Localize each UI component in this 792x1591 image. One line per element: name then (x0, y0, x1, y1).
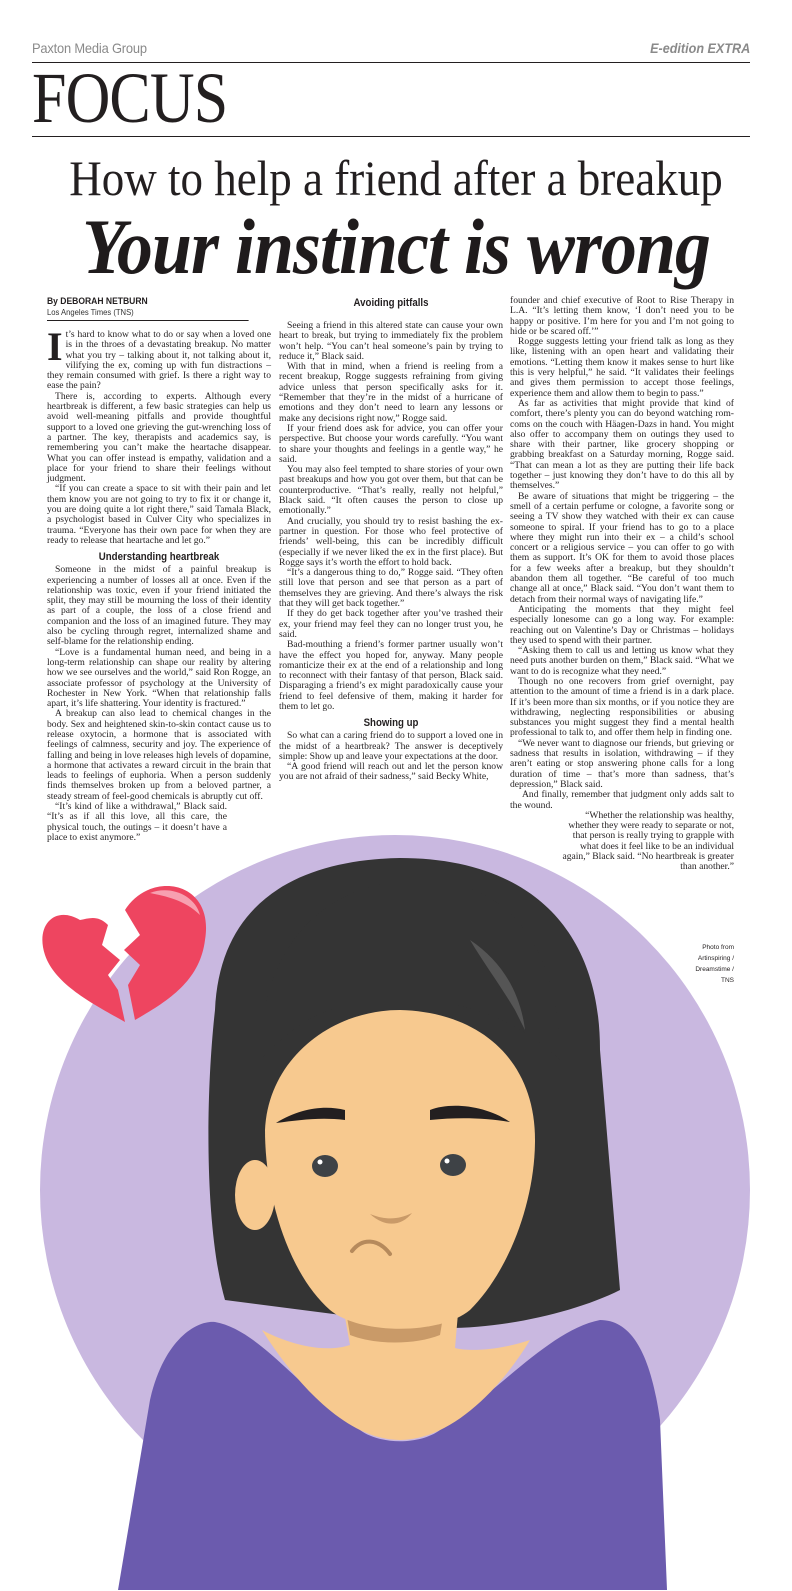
subhead-understanding-heartbreak: Understanding heartbreak (98, 551, 220, 564)
paragraph: “Whether the relationship was healthy, whether they were ready to separate or not, that person is really trying to grapple with what does it feel like to be an individual again,” Black said. “No heartbreak is greater than another.” (562, 809, 734, 873)
section-title: FOCUS (32, 58, 228, 138)
paragraph: There is, according to experts. Although every heartbreak is different, a few basic strategies can help us avoid well-meaning pitfalls and provide thoughtful support to a loved one grieving the gut-wrenching loss of a partner. The key, therapists and academics say, is remembering you can’t make the heartache disappear. What you can offer instead is empathy, validation and a place for your friend to share their feelings without judgment. (47, 390, 271, 485)
paragraph: “A good friend will reach out and let the person know you are not afraid of their sadness,” said Becky White, (279, 761, 503, 783)
main-headline: Your instinct is wrong (82, 203, 710, 290)
paragraph: founder and chief executive of Root to Rise Therapy in L.A. “It’s letting them know, ‘I don’t need you to be happy or positive. I’m here for you and I’m not going to hide or be scared off.’” (510, 295, 734, 337)
subhead-showing-up: Showing up (363, 717, 419, 730)
paragraph: “We never want to diagnose our friends, but grieving or sadness that results in isolation, withdrawing – if they aren’t eating or stop answering phone calls for a long duration of time – that’s more than sadness, that’s depression,” Black said. (510, 737, 734, 790)
photo-credit: Photo from Artinspiring / Dreamstime / TNS (695, 944, 734, 984)
paragraph: A breakup can also lead to chemical changes in the body. Sex and heightened skin-to-skin contact cause us to release oxytocin, a hormone that is associated with feelings of calmness, security and joy. The experience of falling and being in love releases high levels of dopamine, a hormone that activates a reward circuit in the brain that leads to feelings of euphoria. When a person suddenly finds themselves broken up from a beloved partner, a steady stream of feel-good chemicals is abruptly cut off. (47, 708, 271, 802)
drop-cap: I (47, 324, 63, 369)
paragraph: Anticipating the moments that they might feel especially lonesome can go a long way. For example: reaching out on Valentine’s Day or Christmas – holidays they used to spend with their partner. (510, 603, 734, 646)
paragraph: And finally, remember that judgment only adds salt to the wound. (510, 789, 734, 811)
article-column-3 (510, 296, 734, 873)
paragraph: “It’s a dangerous thing to do,” Rogge said. “They often still love that person and see that person as a part of themselves they are grieving. And there’s always the risk that they will get back together.” (279, 567, 503, 610)
edition-label: E-edition EXTRA (649, 40, 750, 56)
article-column-2 (279, 296, 503, 783)
paragraph: “Love is a fundamental human need, and being in a long-term relationship can shape our reality by altering how we see ourselves and the world,” said Ron Rogge, an associate professor of psychology at the University of Rochester in New York. “When that relationship falls apart, it’s life shattering. Your identity is fractured.” (47, 646, 271, 710)
kicker-headline: How to help a friend after a breakup (69, 150, 723, 206)
paragraph: If they do get back together after you’ve trashed their ex, your friend may feel they can no longer trust you, he said. (279, 608, 503, 640)
paragraph: “If you can create a space to sit with their pain and let them know you are not going to try to fix it or change it, you are doing quite a lot right there,” said Tamala Black, a psychologist based in Culver City who specializes in trauma. “Everyone has their own pace for when they are ready to release that heartache and let go.” (47, 483, 271, 546)
paragraph: It’s hard to know what to do or say when a loved one is in the throes of a devastating breakup. No matter what you try – talking about it, not talking about it, vilifying the ex, coming up with fun distractions – they remain consumed with grief. Is there a right way to ease the pain? (47, 324, 271, 392)
left-eye (312, 1155, 338, 1177)
paragraph: Be aware of situations that might be triggering – the smell of a certain perfume or cologne, a favorite song or seeing a TV show they watched with their ex can cause someone to spiral. If your friend has to go to a place where they might run into their ex – a child’s school concert or a religious service – you can offer to go with them as support. It’s OK for them to avoid those places for a few weeks after a breakup, but they shouldn’t abandon them all together. “Be careful of too much change all at once,” Black said. “You don’t want them to detach from their normal ways of navigating life.” (510, 490, 734, 605)
paragraph: With that in mind, when a friend is reeling from a recent breakup, Rogge suggests refraining from giving advice unless that person specifically asks for it. “Remember that they’re in the midst of a hurricane of emotions and they don’t need to learn any lessons or make any decisions right now,” Rogge said. (279, 361, 503, 424)
paragraph: So what can a caring friend do to support a loved one in the midst of a heartbreak? The answer is deceptively simple: Show up and leave your expectations at the door. (279, 730, 503, 762)
paragraph: Though no one recovers from grief overnight, pay attention to the amount of time a friend is in a dark place. If it’s been more than six months, or if you notice they are withdrawing, neglecting responsibilities or abusing substances you might suggest they find a mental health professional to talk to, and offer them help in finding one. (510, 675, 734, 739)
right-eye (440, 1154, 466, 1176)
paragraph: “It’s kind of like a withdrawal,” Black said. “It’s as if all this love, all this care, the physical touch, the outings – it doesn’t have a place to exist anymore.” (47, 801, 227, 843)
paragraph: Seeing a friend in this altered state can cause your own heart to break, but trying to immediately fix the problem won’t help. “You can’t heal someone’s pain by trying to reduce it,” Black said. (279, 320, 503, 362)
paragraph: And crucially, you should try to resist bashing the ex-partner in question. For those who feel protective of friends’ well-being, this can be incredibly difficult (especially if we never liked the ex in the first place). But Rogge says it’s worth the effort to hold back. (279, 515, 503, 568)
article-column-1 (47, 296, 271, 843)
paragraph: Someone in the midst of a painful breakup is experiencing a number of losses all at once. Even if the relationship was toxic, even if your friend initiated the split, they may still be mourning the loss of their identity as part of a couple, the loss of a close friend and companion and the loss of an imagined future. They may also be cycling through regret, internalized shame and self-blame for the relationship ending. (47, 564, 271, 648)
paragraph: “Asking them to call us and letting us know what they need puts another burden on them,” Black said. “What we want to do is recognize what they need.” (510, 645, 734, 677)
paragraph: If your friend does ask for advice, you can offer your perspective. But choose your words carefully. “You want to share your thoughts and feelings in a gentle way,” he said. (279, 422, 503, 465)
paragraph: Rogge suggests letting your friend talk as long as they like, listening with an open heart and validating their emotions. “Letting them know it makes sense to hurt like this is very helpful,” he said. “It validates their feelings and gives them permission to accept those feelings, experience them and allow them to begin to pass.” (510, 336, 734, 399)
byline-affiliation: Los Angeles Times (TNS) (47, 307, 249, 321)
subhead-avoiding-pitfalls: Avoiding pitfalls (353, 297, 429, 309)
paragraph: As far as activities that might provide that kind of comfort, there’s plenty you can do beyond watching rom-coms on the couch with Häagen-Dazs in hand. You might also offer to accompany them on outings they used to share with their partner, like grocery shopping or grabbing breakfast on a Saturday morning, Rogge said. “That can mean a lot as they are putting their life back together – just knowing they don’t have to do this all by themselves.” (510, 397, 734, 492)
paragraph: You may also feel tempted to share stories of your own past breakups and how you got over them, but that can be counterproductive. “That’s really, really not helpful,” Black said. “It often causes the person to close up emotionally.” (279, 464, 503, 517)
publisher-name: Paxton Media Group (32, 40, 147, 56)
paragraph: Bad-mouthing a friend’s former partner usually won’t have the effect you hoped for, anyway. Many people romanticize their ex at the end of a relationship and long to reconnect with their fantasy of that person, Black said. Disparaging a friend’s ex might paradoxically cause your friend to feel defensive of them, making it harder for them to let go. (279, 639, 503, 712)
section-rule (32, 136, 750, 137)
byline-author: By DEBORAH NETBURN (47, 296, 148, 307)
